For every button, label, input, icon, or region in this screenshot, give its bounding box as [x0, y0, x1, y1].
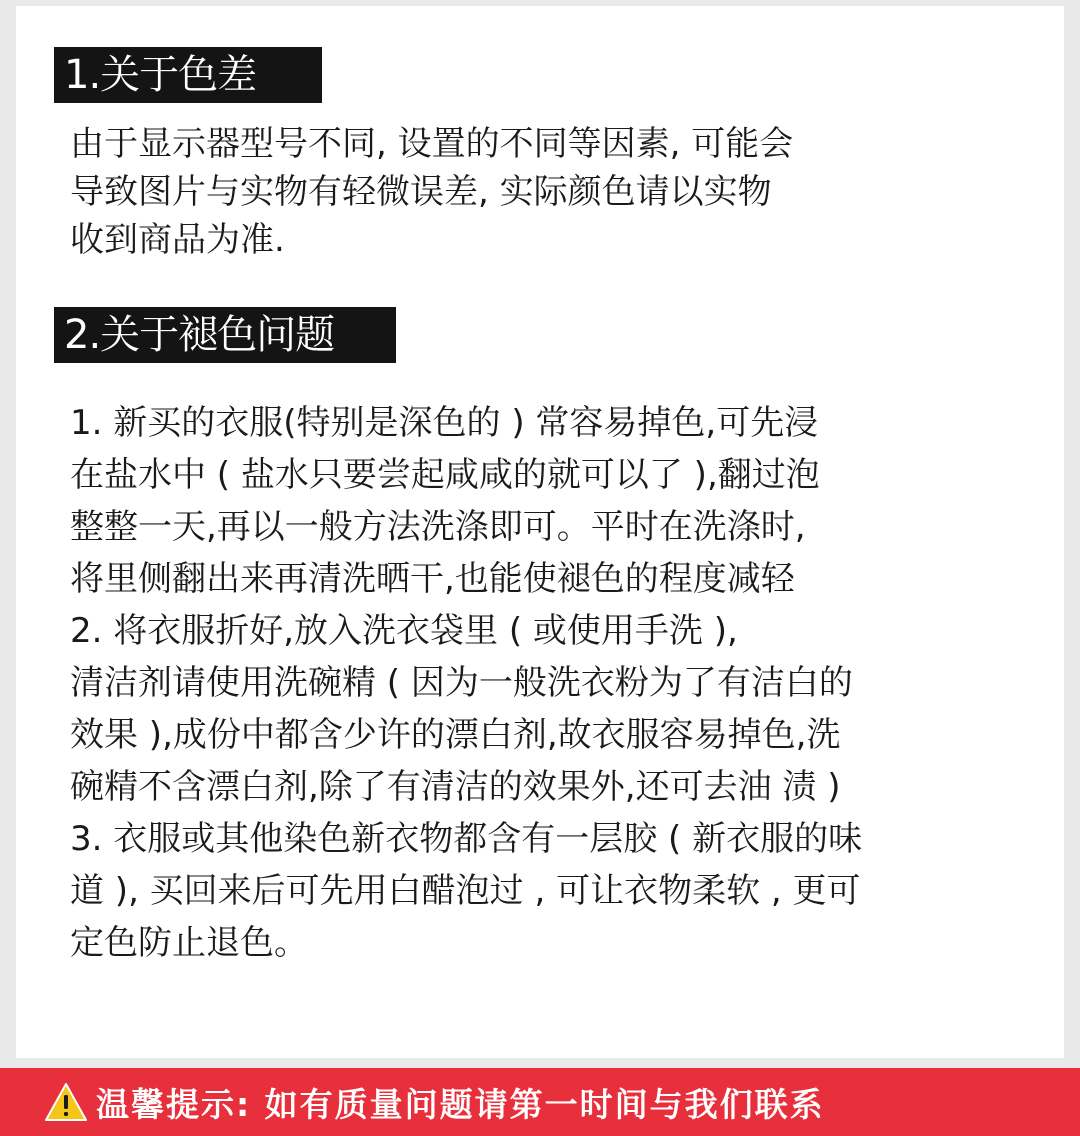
paragraph-line: 收到商品为准.	[70, 220, 285, 260]
color-difference-paragraph	[70, 120, 1030, 264]
paragraph-line: 3. 衣服或其他染色新衣物都含有一层胶 ( 新衣服的味	[70, 819, 863, 859]
paragraph-line: 将里侧翻出来再清洗晒干,也能使褪色的程度减轻	[70, 559, 795, 599]
paragraph-line: 2. 将衣服折好,放入洗衣袋里 ( 或使用手洗 ),	[70, 611, 738, 651]
paragraph-line: 清洁剂请使用洗碗精 ( 因为一般洗衣粉为了有洁白的	[70, 663, 853, 703]
paragraph-line: 导致图片与实物有轻微误差, 实际颜色请以实物	[70, 172, 772, 212]
paragraph-line: 道 ), 买回来后可先用白醋泡过 , 可让衣物柔软 , 更可	[70, 871, 861, 911]
paragraph-line: 在盐水中 ( 盐水只要尝起咸咸的就可以了 ),翻过泡	[70, 455, 820, 495]
section-header-color-difference: 1.关于色差	[54, 47, 322, 103]
paragraph-line: 整整一天,再以一般方法洗涤即可。平时在洗涤时,	[70, 507, 806, 547]
paragraph-line: 定色防止退色。	[70, 923, 308, 963]
paragraph-line: 1. 新买的衣服(特别是深色的 ) 常容易掉色,可先浸	[70, 403, 819, 443]
fading-paragraph	[70, 397, 1030, 969]
paragraph-line: 碗精不含漂白剂,除了有清洁的效果外,还可去油 渍 )	[70, 767, 841, 807]
paragraph-line: 效果 ),成份中都含少许的漂白剂,故衣服容易掉色,洗	[70, 715, 841, 755]
footer-warning-banner	[0, 1068, 1080, 1136]
section-header-fading: 2.关于褪色问题	[54, 307, 396, 363]
warning-icon	[44, 1082, 88, 1122]
footer-text: 温馨提示: 如有质量问题请第一时间与我们联系	[96, 1084, 825, 1124]
paragraph-line: 由于显示器型号不同, 设置的不同等因素, 可能会	[70, 124, 794, 164]
